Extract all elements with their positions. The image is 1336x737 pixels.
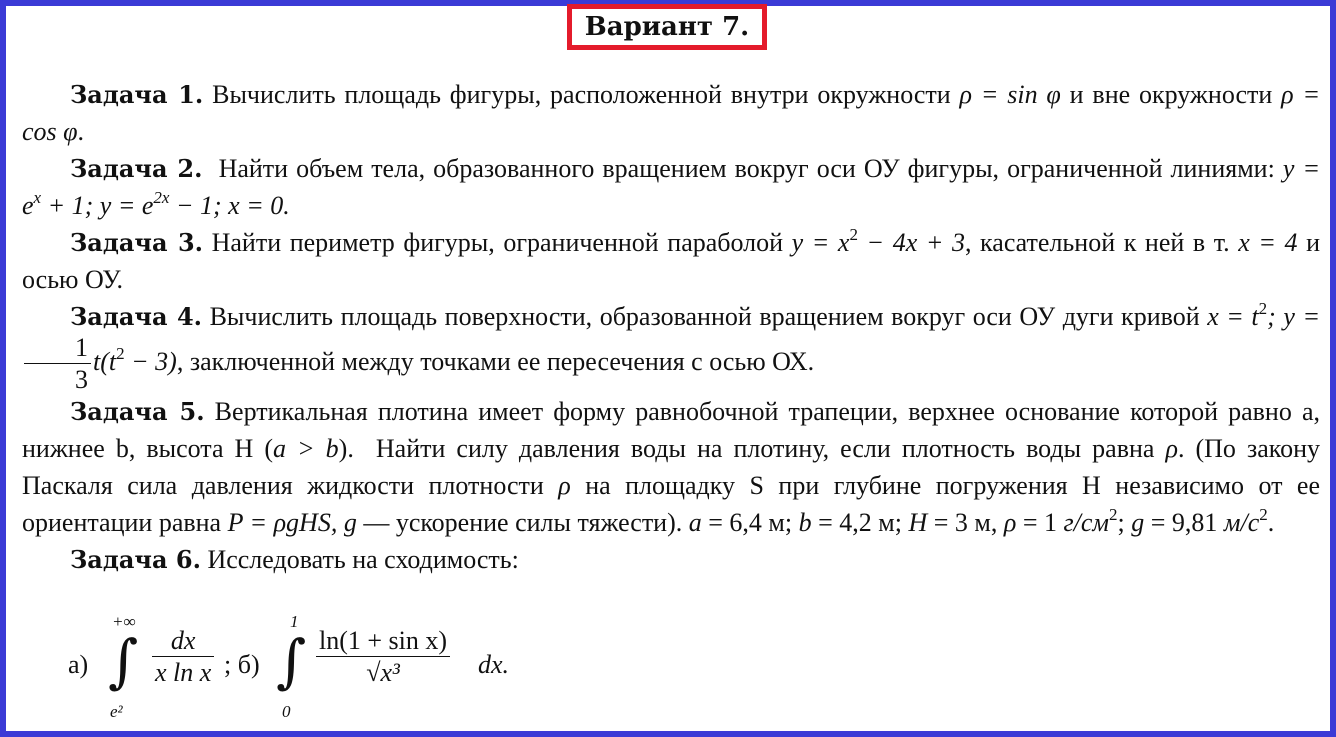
- task-3-text-c: и осью ОУ.: [22, 228, 1321, 294]
- integral-b-upper-limit: 1: [290, 612, 299, 631]
- task-4-text: Вычислить площадь поверхности, образованной вращением вокруг оси ОУ дуги кривой: [202, 302, 1208, 331]
- integral-a-fraction: [150, 628, 216, 686]
- task-2-sup-a: x: [33, 188, 42, 207]
- task-5-formula-c: ρ: [558, 471, 571, 500]
- integral-a-sign: ∫: [108, 627, 139, 695]
- task-1-label: Задача 1.: [70, 80, 204, 109]
- integral-a-upper-limit: +∞: [112, 612, 136, 631]
- integral-a-denominator: x ln x: [155, 658, 212, 687]
- task-1: [22, 76, 1320, 150]
- task-5-text-g: = 4,2 м;: [811, 508, 909, 537]
- task-4-frac-num: 1: [24, 335, 91, 364]
- integral-b-denominator: √x³: [366, 658, 400, 687]
- task-6-text: Исследовать на сходимость:: [200, 545, 519, 574]
- task-1-text: Вычислить площадь фигуры, расположенной внутри окружности: [203, 80, 960, 109]
- task-4-formula-b: ; y =: [1267, 302, 1320, 331]
- task-4-sup-b: 2: [116, 343, 125, 363]
- task-6-label: Задача 6.: [70, 545, 201, 574]
- task-5-formula-k: м/с: [1223, 508, 1260, 537]
- task-5-text-c: . (По закону Паскаля сила давления жидкости плотности: [22, 434, 1320, 500]
- task-5-formula-i: г/см: [1063, 508, 1109, 537]
- integral-b-numerator: ln(1 + sin x): [316, 628, 450, 657]
- task-1-text-b: и вне окружности: [1060, 80, 1282, 109]
- task-5-formula-f: b: [798, 508, 812, 537]
- variant-title-text: Вариант 7.: [584, 12, 750, 42]
- tasks-content: [22, 76, 1320, 578]
- task-5-formula-g: H: [908, 508, 928, 537]
- task-3-formula-a: y = x: [791, 228, 850, 257]
- task-5-text-i: = 1: [1016, 508, 1064, 537]
- task-3-formula-c: x = 4: [1238, 228, 1298, 257]
- task-5-text-f: = 6,4 м;: [701, 508, 799, 537]
- task-3-formula-b: − 4x + 3: [857, 228, 965, 257]
- task-4-label: Задача 4.: [70, 302, 202, 331]
- task-5-text-b: ). Найти силу давления воды на плотину, если плотность воды равна: [338, 434, 1166, 463]
- task-1-text-c: .: [77, 117, 85, 146]
- task-3: [22, 224, 1320, 298]
- task-1-formula-b: ρ = cos φ: [22, 80, 1320, 146]
- task-5-formula-b: ρ: [1165, 434, 1178, 463]
- task-2-label: Задача 2.: [70, 154, 203, 183]
- integral-a-numerator: dx: [152, 628, 214, 657]
- variant-title: [567, 4, 767, 50]
- task-3-sup-a: 2: [849, 225, 858, 244]
- task-3-label: Задача 3.: [70, 228, 204, 257]
- task-5-text-h: = 3 м,: [927, 508, 1004, 537]
- task-4-formula-a: x = t: [1207, 302, 1259, 331]
- task-2-formula-b: + 1; y = e: [41, 191, 154, 220]
- task-5-formula-h: ρ: [1003, 508, 1017, 537]
- task-4-formula-d: − 3): [124, 346, 177, 376]
- task-5-label: Задача 5.: [70, 397, 205, 426]
- task-5-formula-d: P = ρgHS, g: [227, 508, 357, 537]
- task-4-sup-a: 2: [1258, 299, 1268, 318]
- task-5-sup-b: 2: [1259, 505, 1268, 524]
- task-5-text-d: на площадку S при глубине погружения H независимо от ее ориентации равна: [22, 471, 1321, 537]
- task-5-text-k: = 9,81: [1144, 508, 1224, 537]
- task-4-frac-den: 3: [75, 365, 88, 394]
- integral-b-fraction: [314, 628, 452, 686]
- task-2-text: Найти объем тела, образованного вращением вокруг оси ОУ фигуры, ограниченной линиями:: [202, 154, 1283, 183]
- task-4: [22, 298, 1320, 393]
- task-2-formula-c: − 1; x = 0.: [169, 191, 290, 220]
- task-5-formula-e: a: [688, 508, 702, 537]
- task-4-fraction: [24, 335, 91, 393]
- integral-a-lower-limit: e²: [110, 702, 123, 721]
- task-5-text-e: — ускорение силы тяжести).: [356, 508, 689, 537]
- task-2-sup-b: 2x: [153, 188, 170, 207]
- task-3-text-b: , касательной к ней в т.: [964, 228, 1239, 257]
- task-5-text-l: .: [1267, 508, 1275, 537]
- task-5-formula-j: g: [1131, 508, 1145, 537]
- task-6: [22, 541, 1320, 578]
- task-2-formula-a: y = e: [22, 154, 1320, 220]
- task-5-sup-a: 2: [1109, 505, 1118, 524]
- integral-b-lower-limit: 0: [282, 702, 291, 721]
- task-3-text: Найти периметр фигуры, ограниченной параболой: [203, 228, 792, 257]
- task-4-text-b: , заключенной между точками ее пересечения с осью ОХ.: [176, 346, 815, 376]
- task-5-text-j: ;: [1117, 508, 1132, 537]
- task-4-formula-c: t(t: [93, 346, 117, 376]
- task-2: [22, 150, 1320, 224]
- task-6-integrals: [68, 612, 768, 727]
- integral-b-sign: ∫: [276, 627, 307, 695]
- task-5-formula-a: a > b: [273, 434, 339, 463]
- task-5-text: Вертикальная плотина имеет форму равнобочной трапеции, верхнее основание которой равно a, нижнее b, высота H (: [22, 397, 1320, 463]
- integral-b-differential: dx.: [478, 650, 510, 679]
- task-6-part-a-label: а): [68, 650, 89, 679]
- task-1-formula-a: ρ = sin φ: [959, 80, 1061, 109]
- task-5: [22, 393, 1320, 541]
- task-6-part-b-label: ; б): [224, 650, 260, 679]
